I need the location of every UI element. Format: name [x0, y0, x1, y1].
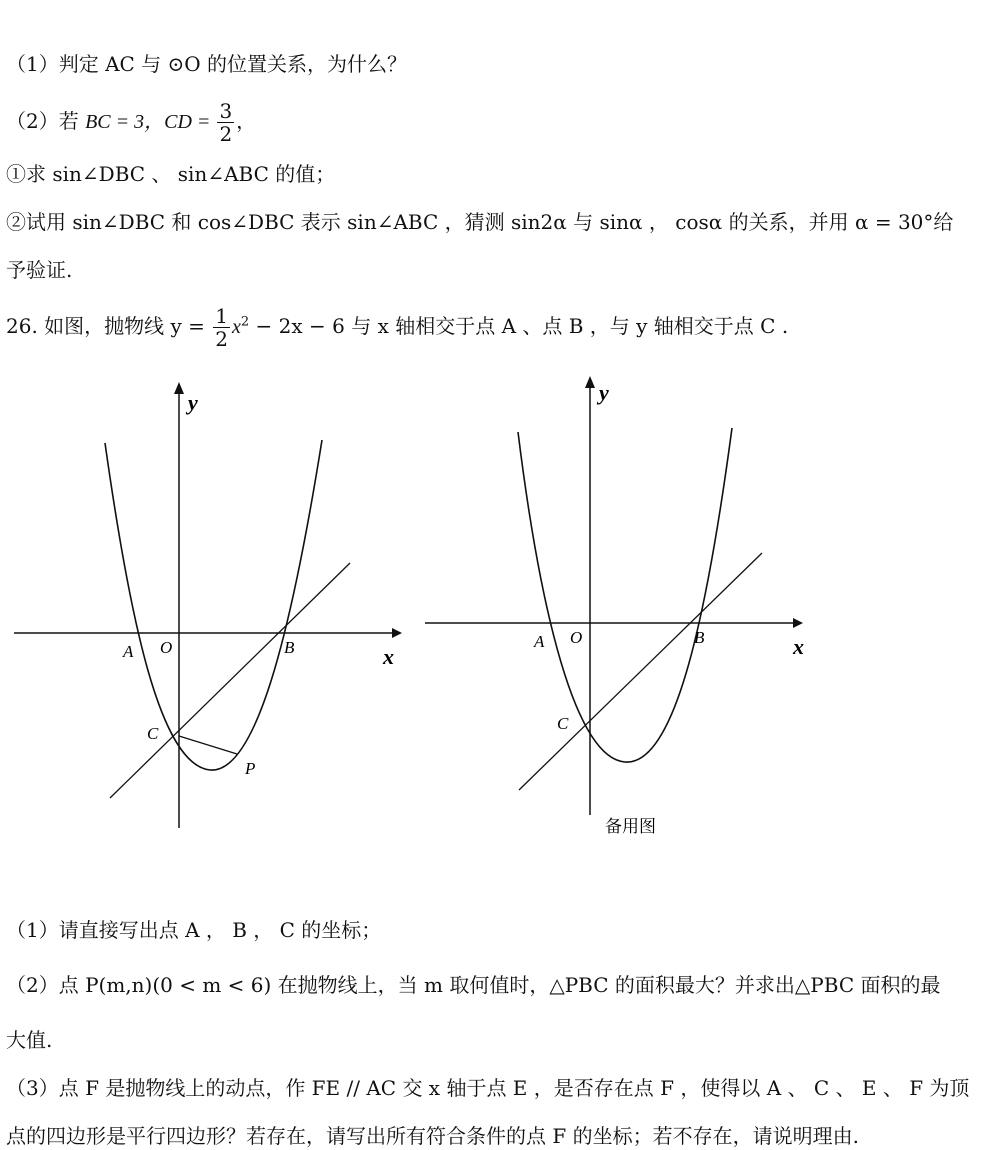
- line-cb: [519, 553, 762, 790]
- figure-caption: 备用图: [605, 817, 656, 836]
- y-axis-label: y: [599, 380, 609, 405]
- point-b-label: B: [694, 628, 705, 647]
- y-axis-label: y: [188, 390, 198, 415]
- q26-part2-line1: （2）点 P(m,n)(0 < m < 6) 在抛物线上，当 m 取何值时，△PBC 的面积最大？并求出△PBC 面积的最: [6, 973, 941, 997]
- x-axis-label: x: [793, 634, 804, 659]
- y-axis-arrow-icon: [174, 382, 184, 394]
- q26-part3-line1: （3）点 F 是抛物线上的动点，作 FE // AC 交 x 轴于点 E ，是否存在点 F ，使得以 A 、 C 、 E 、 F 为顶: [6, 1076, 970, 1100]
- x-axis-arrow-icon: [793, 618, 803, 628]
- q26-intro-fraction: [213, 305, 230, 350]
- q26-intro-x: x: [232, 316, 241, 338]
- q25-sub2-line2: 予验证.: [6, 258, 73, 282]
- q25-part2-suffix: ，: [236, 109, 257, 133]
- x-axis-label: x: [383, 644, 394, 669]
- q26-part1: （1）请直接写出点 A ， B ， C 的坐标；: [6, 918, 382, 942]
- point-o-label: O: [570, 628, 583, 647]
- q25-part1: （1）判定 AC 与 ⊙O 的位置关系，为什么？: [6, 52, 408, 76]
- q25-part2-fraction: [217, 100, 234, 145]
- figure-2-backup: [415, 370, 825, 850]
- fraction-denominator: 2: [219, 122, 233, 146]
- point-o-label: O: [160, 638, 173, 657]
- point-c-label: C: [557, 714, 569, 733]
- parabola-curve: [518, 428, 732, 762]
- fraction-numerator: 3: [219, 99, 233, 123]
- q26-part2-line2: 大值.: [6, 1028, 53, 1052]
- q26-intro-exponent: 2: [240, 314, 250, 330]
- fraction-denominator: 2: [215, 327, 229, 351]
- q26-intro-prefix: 26. 如图，抛物线 y =: [6, 314, 212, 338]
- q26-intro: [6, 305, 788, 350]
- point-c-label: C: [147, 724, 159, 743]
- y-axis-arrow-icon: [585, 376, 595, 388]
- point-p-label: P: [245, 759, 256, 778]
- parabola-curve: [105, 440, 322, 770]
- q25-part2: [6, 100, 256, 145]
- q26-intro-rest: − 2x − 6 与 x 轴相交于点 A 、点 B ，与 y 轴相交于点 C .: [249, 314, 789, 338]
- segment-cp: [179, 736, 237, 754]
- q26-part3-line2: 点的四边形是平行四边形？若存在，请写出所有符合条件的点 F 的坐标；若不存在，请说明理由.: [6, 1124, 859, 1148]
- fraction-numerator: 1: [215, 304, 229, 328]
- q25-sub1: ①求 sin∠DBC 、 sin∠ABC 的值；: [6, 162, 336, 186]
- point-b-label: B: [284, 638, 295, 657]
- figure-1-parabola: [0, 370, 420, 850]
- q25-part2-prefix: （2）若: [6, 109, 86, 133]
- point-a-label: A: [534, 632, 545, 651]
- q25-sub2-line1: ②试用 sin∠DBC 和 cos∠DBC 表示 sin∠ABC ，猜测 sin2α 与 sinα ， cosα 的关系，并用 α = 30°给: [6, 210, 954, 234]
- x-axis-arrow-icon: [392, 628, 402, 638]
- q25-part2-bc: BC = 3，CD =: [85, 111, 216, 133]
- point-a-label: A: [123, 642, 134, 661]
